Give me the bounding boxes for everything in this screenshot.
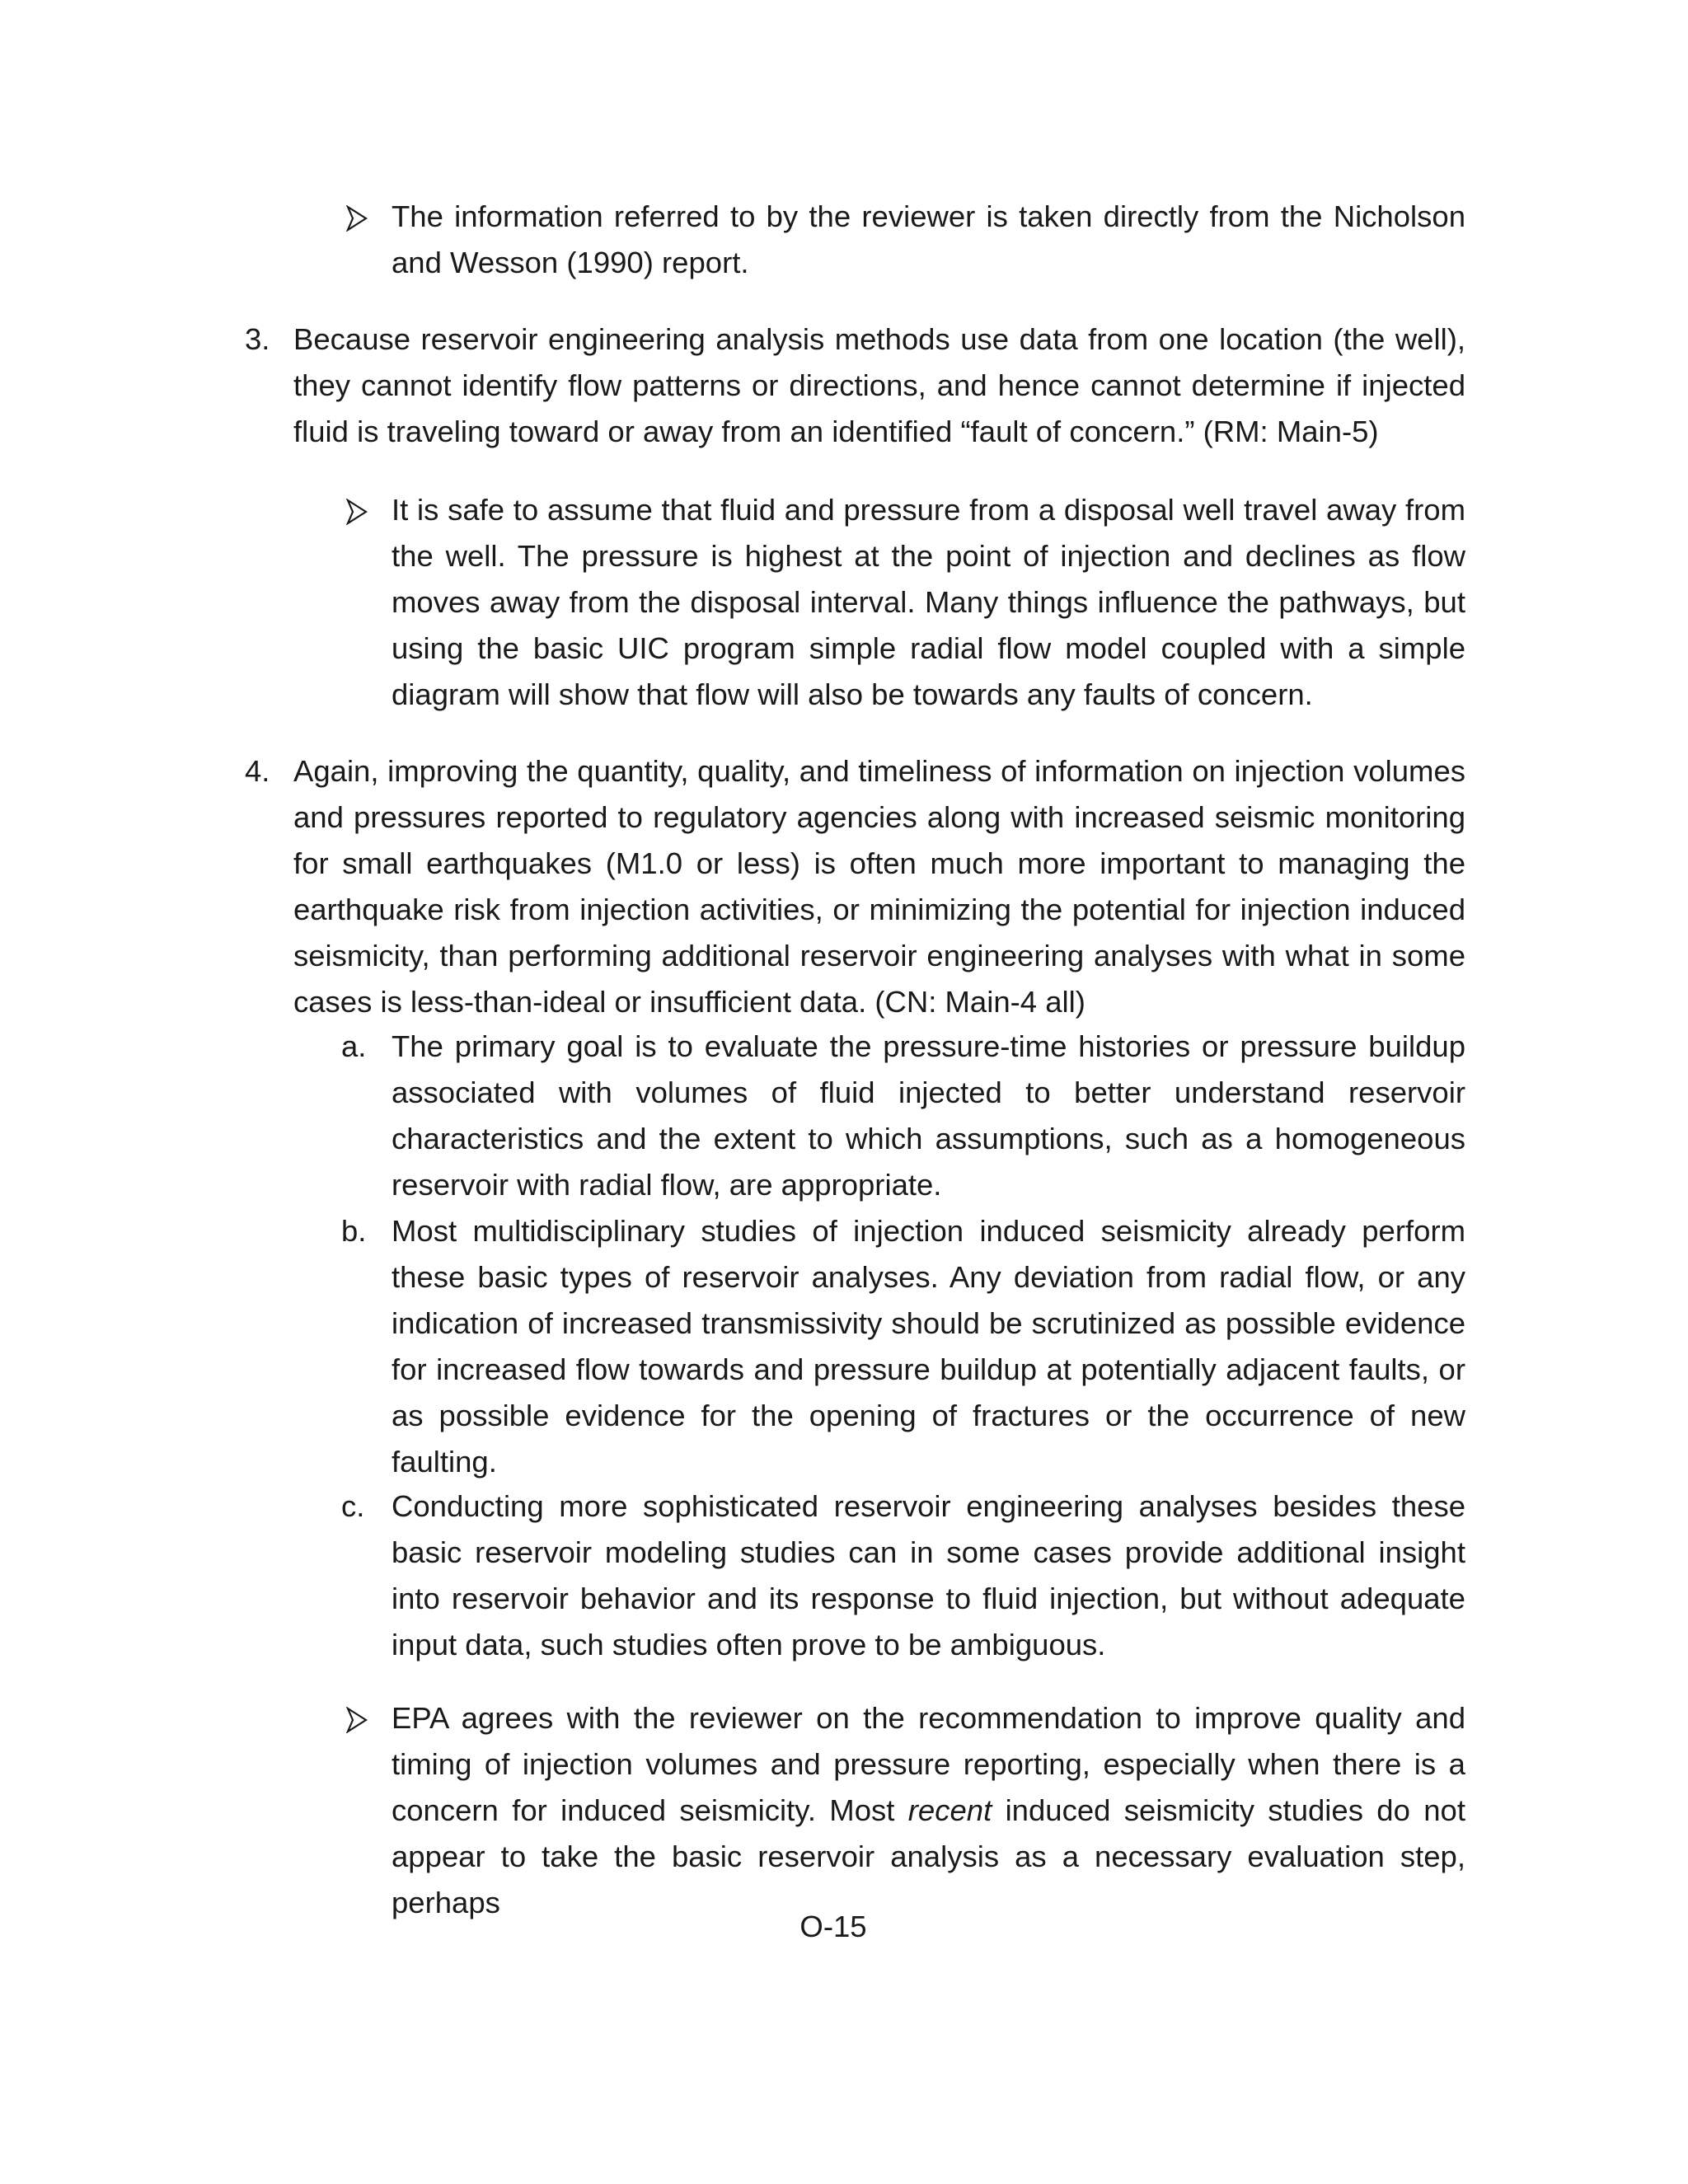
sub-item-letter-a: a.	[341, 1029, 367, 1063]
sub-item-b-text: Most multidisciplinary studies of injection induced seismicity already perform these basic types of reservoir analyses. Any deviation from radial flow, or any indication of increased transmissivity should be scrutinized as possible evidence for increased flow towards and pressure buildup at potentially adjacent faults, or as possible evidence for the opening of fractures or the occurrence of new faulting.	[392, 1214, 1465, 1479]
list-number-4: 4.	[245, 754, 270, 788]
arrow-bullet-icon	[346, 499, 368, 525]
sub-item-a-text: The primary goal is to evaluate the pressure-time histories or pressure buildup associated with volumes of fluid injected to better understand reservoir characteristics and the extent to which assumptions, such as a homogeneous reservoir with radial flow, are appropriate.	[392, 1029, 1465, 1202]
sub-item-c-text: Conducting more sophisticated reservoir engineering analyses besides these basic reservoir modeling studies can in some cases provide additional insight into reservoir behavior and its response to fluid injection, but without adequate input data, such studies often prove to be ambiguous.	[392, 1489, 1465, 1661]
list-item-4-text: Again, improving the quantity, quality, and timeliness of information on injection volumes and pressures reported to regulatory agencies along with increased seismic monitoring for small earthquakes (M1.0 or less) is often much more important to managing the earthquake risk from injection activities, or minimizing the potential for injection induced seismicity, than performing additional reservoir engineering analyses with what in some cases is less-than-ideal or insufficient data. (CN: Main-4 all)	[293, 754, 1465, 1019]
arrow-bullet-icon	[346, 205, 368, 232]
sub-item-letter-b: b.	[341, 1214, 367, 1248]
bullet-paragraph-flow-pathways: It is safe to assume that fluid and pressure from a disposal well travel away from the well. The pressure is highest at the point of injection and declines as flow moves away from the disposal interval. Many things influence the pathways, but using the basic UIC program simple radial flow model coupled with a simple diagram will show that flow will also be towards any faults of concern.	[392, 493, 1465, 711]
epa-text-after: induced seismicity studies do not appear to take the basic reservoir analysis as a necessary evaluation step, perhaps	[392, 1793, 1465, 1919]
bullet-paragraph-epa-agrees	[392, 1695, 1465, 1926]
epa-text-italic: recent	[907, 1793, 992, 1827]
list-item-3-text: Because reservoir engineering analysis methods use data from one location (the well), they cannot identify flow patterns or directions, and hence cannot determine if injected fluid is traveling toward or away from an identified “fault of concern.” (RM: Main-5)	[293, 322, 1465, 448]
sub-item-letter-c: c.	[341, 1489, 365, 1523]
epa-text-before: EPA agrees with the reviewer on the recommendation to improve quality and timing of injection volumes and pressure reporting, especially when there is a concern for induced seismicity. Most	[392, 1701, 1465, 1827]
page-number: O-15	[799, 1910, 867, 1943]
bullet-paragraph-nicholson: The information referred to by the reviewer is taken directly from the Nicholson and Wesson (1990) report.	[392, 199, 1465, 279]
list-number-3: 3.	[245, 322, 270, 356]
arrow-bullet-icon	[346, 1707, 368, 1733]
